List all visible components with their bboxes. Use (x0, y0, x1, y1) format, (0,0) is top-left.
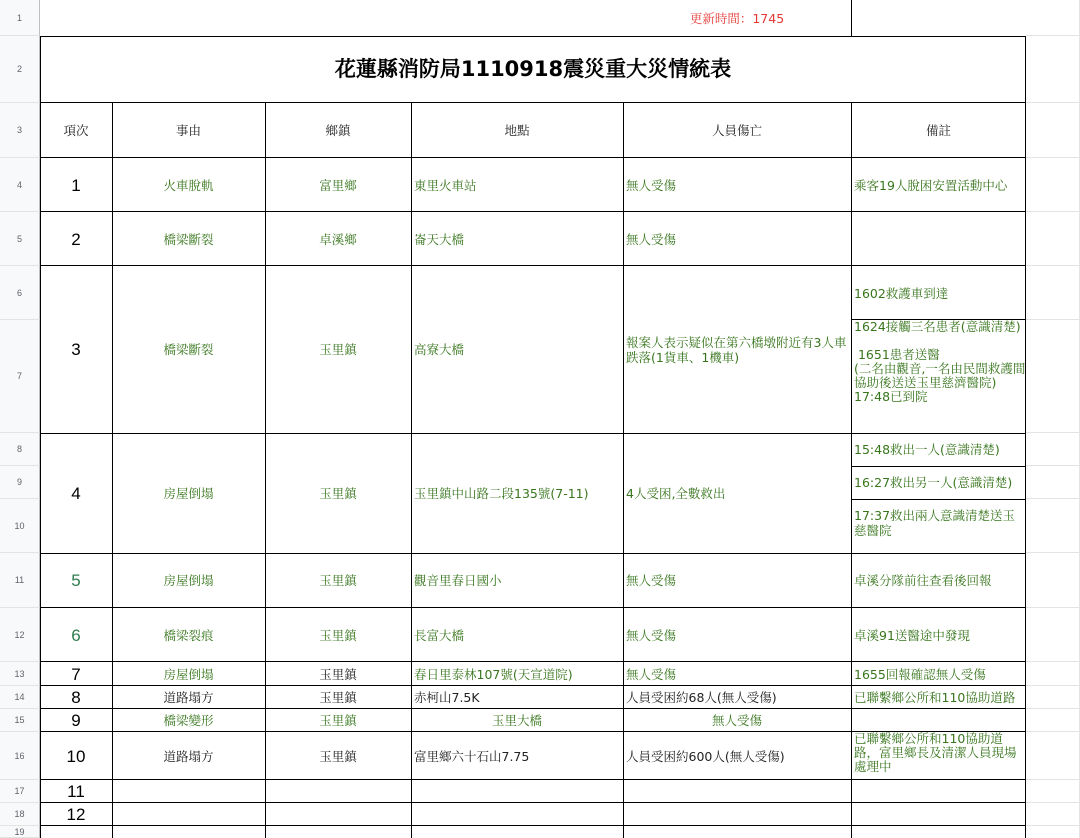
gridline (1026, 779, 1080, 780)
row-header[interactable]: 13 (0, 662, 40, 686)
cell-border (851, 499, 1026, 500)
township-cell-text: 玉里鎮 (319, 690, 357, 705)
remarks-cell-text: 乘客19人脫困安置活動中心 (854, 177, 1008, 193)
cause-cell-text: 橋梁斷裂 (163, 231, 214, 247)
remarks-cell-text: 卓溪91送醫途中發現 (854, 627, 970, 643)
township-header-text: 鄉鎮 (325, 123, 351, 138)
township-cell-text: 富里鄉 (319, 177, 357, 193)
casualties-cell[interactable] (623, 686, 851, 709)
location-cell[interactable] (411, 709, 623, 732)
cell-border (112, 103, 113, 838)
cell-border (40, 553, 1026, 554)
row-header[interactable]: 5 (0, 212, 40, 266)
cell-border (851, 103, 852, 838)
cell-border (40, 607, 1026, 608)
location-cell-text: 高寮大橋 (414, 342, 465, 357)
remarks-cell-text: 已聯繫鄉公所和110協助道路，富里鄉長及清潔人員現場處理中 (854, 732, 1017, 774)
row-header[interactable]: 2 (0, 36, 40, 103)
item-number[interactable] (40, 433, 112, 553)
location-cell[interactable] (411, 433, 623, 553)
casualties-cell-text: 無人受傷 (626, 177, 677, 193)
item-number-text: 9 (71, 711, 81, 730)
cause-header-text: 事由 (175, 123, 201, 138)
remarks-cell[interactable] (851, 662, 1026, 686)
cause-cell[interactable] (112, 158, 265, 212)
location-cell-text: 崙天大橋 (414, 231, 465, 247)
item-number[interactable] (40, 553, 112, 608)
cause-cell-text: 房屋倒塌 (163, 485, 214, 501)
location-cell[interactable] (411, 212, 623, 266)
township-cell-text: 玉里鎮 (319, 485, 357, 501)
remarks-cell[interactable] (851, 212, 1026, 266)
remarks-cell[interactable] (851, 320, 1026, 433)
gridline (1026, 102, 1080, 103)
location-cell-text: 東里火車站 (414, 177, 477, 193)
remarks-cell[interactable] (851, 709, 1026, 732)
row-header[interactable]: 6 (0, 266, 40, 320)
location-cell[interactable] (411, 608, 623, 662)
item-number-text: 3 (71, 340, 81, 359)
cell-border (40, 779, 1026, 780)
casualties-cell-text: 無人受傷 (626, 231, 677, 247)
item-number-text: 11 (67, 782, 85, 801)
item-number[interactable] (40, 780, 112, 803)
location-cell[interactable] (411, 158, 623, 212)
gridline (1026, 802, 1080, 803)
cause-header[interactable] (112, 103, 265, 158)
location-cell[interactable] (411, 732, 623, 780)
casualties-cell[interactable] (623, 662, 851, 686)
item-number[interactable] (40, 732, 112, 780)
cell-border (265, 103, 266, 838)
casualties-cell[interactable] (623, 553, 851, 608)
casualties-cell[interactable] (623, 158, 851, 212)
township-cell[interactable] (265, 662, 411, 686)
item-number-text: 4 (71, 483, 81, 503)
cell-border (40, 685, 1026, 686)
location-cell[interactable] (411, 553, 623, 608)
cause-cell[interactable] (112, 662, 265, 686)
cell-border (411, 103, 412, 838)
remarks-header-text: 備註 (925, 123, 951, 138)
title[interactable] (40, 36, 1026, 103)
update-time-text: 更新時間：1745 (689, 10, 785, 26)
gridline (1026, 265, 1080, 266)
township-cell-text: 卓溪鄉 (319, 231, 357, 247)
casualties-cell-text: 無人受傷 (711, 713, 762, 728)
row-header[interactable]: 4 (0, 158, 40, 212)
gridline (1026, 157, 1080, 158)
location-cell-text: 觀音里春日國小 (414, 573, 502, 588)
cell-border (40, 825, 1026, 826)
casualties-cell-text: 無人受傷 (626, 627, 677, 643)
cell-border (40, 708, 1026, 709)
casualties-cell-text: 無人受傷 (626, 573, 677, 588)
update-time[interactable] (623, 0, 851, 36)
cause-cell[interactable] (112, 732, 265, 780)
cause-cell[interactable] (112, 553, 265, 608)
township-cell-text: 玉里鎮 (319, 713, 357, 728)
township-cell[interactable] (265, 709, 411, 732)
township-cell-text: 玉里鎮 (319, 573, 357, 588)
remarks-cell[interactable] (851, 266, 1026, 320)
cause-cell-text: 火車脫軌 (163, 177, 214, 193)
cell-border (851, 466, 1026, 467)
cause-cell[interactable] (112, 212, 265, 266)
item-number-text: 12 (66, 805, 86, 824)
cell-border (851, 319, 1026, 320)
casualties-cell-text: 報案人表示疑似在第六橋墩附近有3人車跌落(1貨車、1機車) (626, 334, 847, 365)
casualties-cell[interactable] (623, 709, 851, 732)
location-cell-text: 玉里鎮中山路二段135號(7-11) (414, 485, 589, 501)
gridline (1026, 607, 1080, 608)
cause-cell-text: 道路塌方 (163, 748, 214, 764)
gridline (1026, 432, 1080, 433)
item-number-text: 10 (66, 746, 86, 766)
remarks-cell-text: 1655回報確認無人受傷 (854, 666, 986, 682)
cause-cell-text: 橋梁變形 (163, 713, 214, 728)
row-header[interactable]: 15 (0, 709, 40, 732)
township-cell[interactable] (265, 608, 411, 662)
cause-cell-text: 橋梁斷裂 (163, 342, 214, 357)
remarks-cell-text: 15:48救出一人(意識清楚) (854, 442, 1000, 457)
remarks-cell[interactable] (851, 608, 1026, 662)
gridline (1026, 35, 1080, 36)
casualties-cell[interactable] (623, 212, 851, 266)
casualties-cell-text: 人員受困約600人(無人受傷) (626, 748, 785, 764)
gridline (1026, 685, 1080, 686)
remarks-cell[interactable] (851, 732, 1026, 780)
cause-cell[interactable] (112, 433, 265, 553)
item-number-text: 8 (71, 688, 81, 707)
township-cell[interactable] (265, 686, 411, 709)
township-cell[interactable] (265, 433, 411, 553)
cell-border (851, 0, 852, 36)
gridline (1026, 731, 1080, 732)
location-cell[interactable] (411, 662, 623, 686)
row-header[interactable]: 19 (0, 826, 40, 838)
cell-border (40, 102, 1026, 103)
location-cell-text: 赤柯山7.5K (414, 690, 480, 705)
gridline (1026, 465, 1080, 466)
gridline (1026, 319, 1080, 320)
item-header[interactable] (40, 103, 112, 158)
item-number-text: 5 (71, 571, 81, 590)
remarks-cell[interactable] (851, 686, 1026, 709)
gridline (1026, 661, 1080, 662)
remarks-cell[interactable] (851, 433, 1026, 466)
location-cell[interactable] (411, 686, 623, 709)
item-header-text: 項次 (63, 123, 89, 138)
location-cell-text: 玉里大橋 (491, 713, 542, 728)
item-number-text: 6 (71, 625, 81, 645)
remarks-cell-text: 17:37救出兩人意識清楚送玉慈醫院 (854, 508, 1016, 538)
township-cell[interactable] (265, 553, 411, 608)
casualties-cell-text: 4人受困,全數救出 (626, 485, 726, 501)
remarks-cell-text: 1624接觸三名患者(意識清楚) 1651患者送醫 (二名由觀音,一名由民間救護間協助後送送玉里慈濟醫院) 17:48已到院 (854, 320, 1026, 404)
location-cell[interactable] (411, 266, 623, 433)
gridline (1026, 825, 1080, 826)
row-header[interactable]: 18 (0, 803, 40, 826)
item-number[interactable] (40, 158, 112, 212)
cell-border (40, 211, 1026, 212)
cell-border (40, 802, 1026, 803)
casualties-cell[interactable] (623, 732, 851, 780)
remarks-cell[interactable] (851, 499, 1026, 553)
item-number[interactable] (40, 266, 112, 433)
remarks-cell-text: 已聯繫鄉公所和110協助道路 (854, 690, 1016, 705)
cause-cell-text: 房屋倒塌 (163, 666, 214, 682)
casualties-header-text: 人員傷亡 (711, 123, 762, 138)
cause-cell-text: 橋梁裂痕 (163, 627, 214, 643)
row-header[interactable]: 12 (0, 608, 40, 662)
cause-cell[interactable] (112, 266, 265, 433)
gridline (1026, 708, 1080, 709)
township-cell-text: 玉里鎮 (319, 666, 357, 682)
remarks-cell[interactable] (851, 158, 1026, 212)
item-number-text: 2 (71, 229, 81, 249)
row-header[interactable]: 9 (0, 466, 40, 499)
remarks-cell[interactable] (851, 553, 1026, 608)
cell-border (40, 36, 1026, 37)
township-cell[interactable] (265, 266, 411, 433)
remarks-cell-text: 卓溪分隊前往查看後回報 (854, 573, 992, 588)
cell-border (40, 265, 1026, 266)
row-header[interactable]: 14 (0, 686, 40, 709)
cause-cell[interactable] (112, 686, 265, 709)
township-cell[interactable] (265, 158, 411, 212)
row-header[interactable]: 1 (0, 0, 40, 36)
cause-cell-text: 房屋倒塌 (163, 573, 214, 588)
title-text: 花蓮縣消防局1110918震災重大災情統表 (334, 57, 732, 81)
location-header-text: 地點 (504, 123, 530, 138)
row-header[interactable]: 3 (0, 103, 40, 158)
casualties-cell[interactable] (623, 608, 851, 662)
casualties-cell[interactable] (623, 266, 851, 433)
row-header[interactable]: 10 (0, 499, 40, 553)
item-number[interactable] (40, 686, 112, 709)
item-number-text: 7 (71, 664, 81, 684)
cell-border (40, 157, 1026, 158)
cell-border (40, 731, 1026, 732)
item-number[interactable] (40, 709, 112, 732)
township-header[interactable] (265, 103, 411, 158)
cell-border (623, 103, 624, 838)
row-header[interactable]: 11 (0, 553, 40, 608)
casualties-cell-text: 無人受傷 (626, 666, 677, 682)
township-cell[interactable] (265, 732, 411, 780)
cause-cell-text: 道路塌方 (163, 690, 214, 705)
casualties-cell-text: 人員受困約68人(無人受傷) (626, 690, 777, 705)
item-number[interactable] (40, 662, 112, 686)
row-header[interactable]: 8 (0, 433, 40, 466)
item-number[interactable] (40, 803, 112, 826)
cause-cell[interactable] (112, 709, 265, 732)
cell-border (40, 433, 1026, 434)
cell-border (40, 661, 1026, 662)
row-header[interactable]: 16 (0, 732, 40, 780)
township-cell-text: 玉里鎮 (319, 748, 357, 764)
township-cell-text: 玉里鎮 (319, 342, 357, 357)
township-cell[interactable] (265, 212, 411, 266)
remarks-header[interactable] (851, 103, 1026, 158)
gridline (1026, 211, 1080, 212)
row-header[interactable]: 7 (0, 320, 40, 433)
row-header[interactable]: 17 (0, 780, 40, 803)
casualties-header[interactable] (623, 103, 851, 158)
location-cell-text: 春日里泰林107號(天宣道院) (414, 666, 573, 682)
cause-cell[interactable] (112, 608, 265, 662)
remarks-cell[interactable] (851, 466, 1026, 499)
location-cell-text: 長富大橋 (414, 627, 465, 643)
item-number[interactable] (40, 212, 112, 266)
casualties-cell[interactable] (623, 433, 851, 553)
location-header[interactable] (411, 103, 623, 158)
township-cell-text: 玉里鎮 (319, 627, 357, 643)
item-number-text: 1 (71, 175, 81, 195)
gridline (1026, 498, 1080, 499)
remarks-cell-text: 1602救護車到達 (854, 285, 949, 301)
gridline (1026, 552, 1080, 553)
remarks-cell-text: 16:27救出另一人(意識清楚) (854, 475, 1013, 490)
location-cell-text: 富里鄉六十石山7.75 (414, 748, 530, 764)
item-number[interactable] (40, 608, 112, 662)
